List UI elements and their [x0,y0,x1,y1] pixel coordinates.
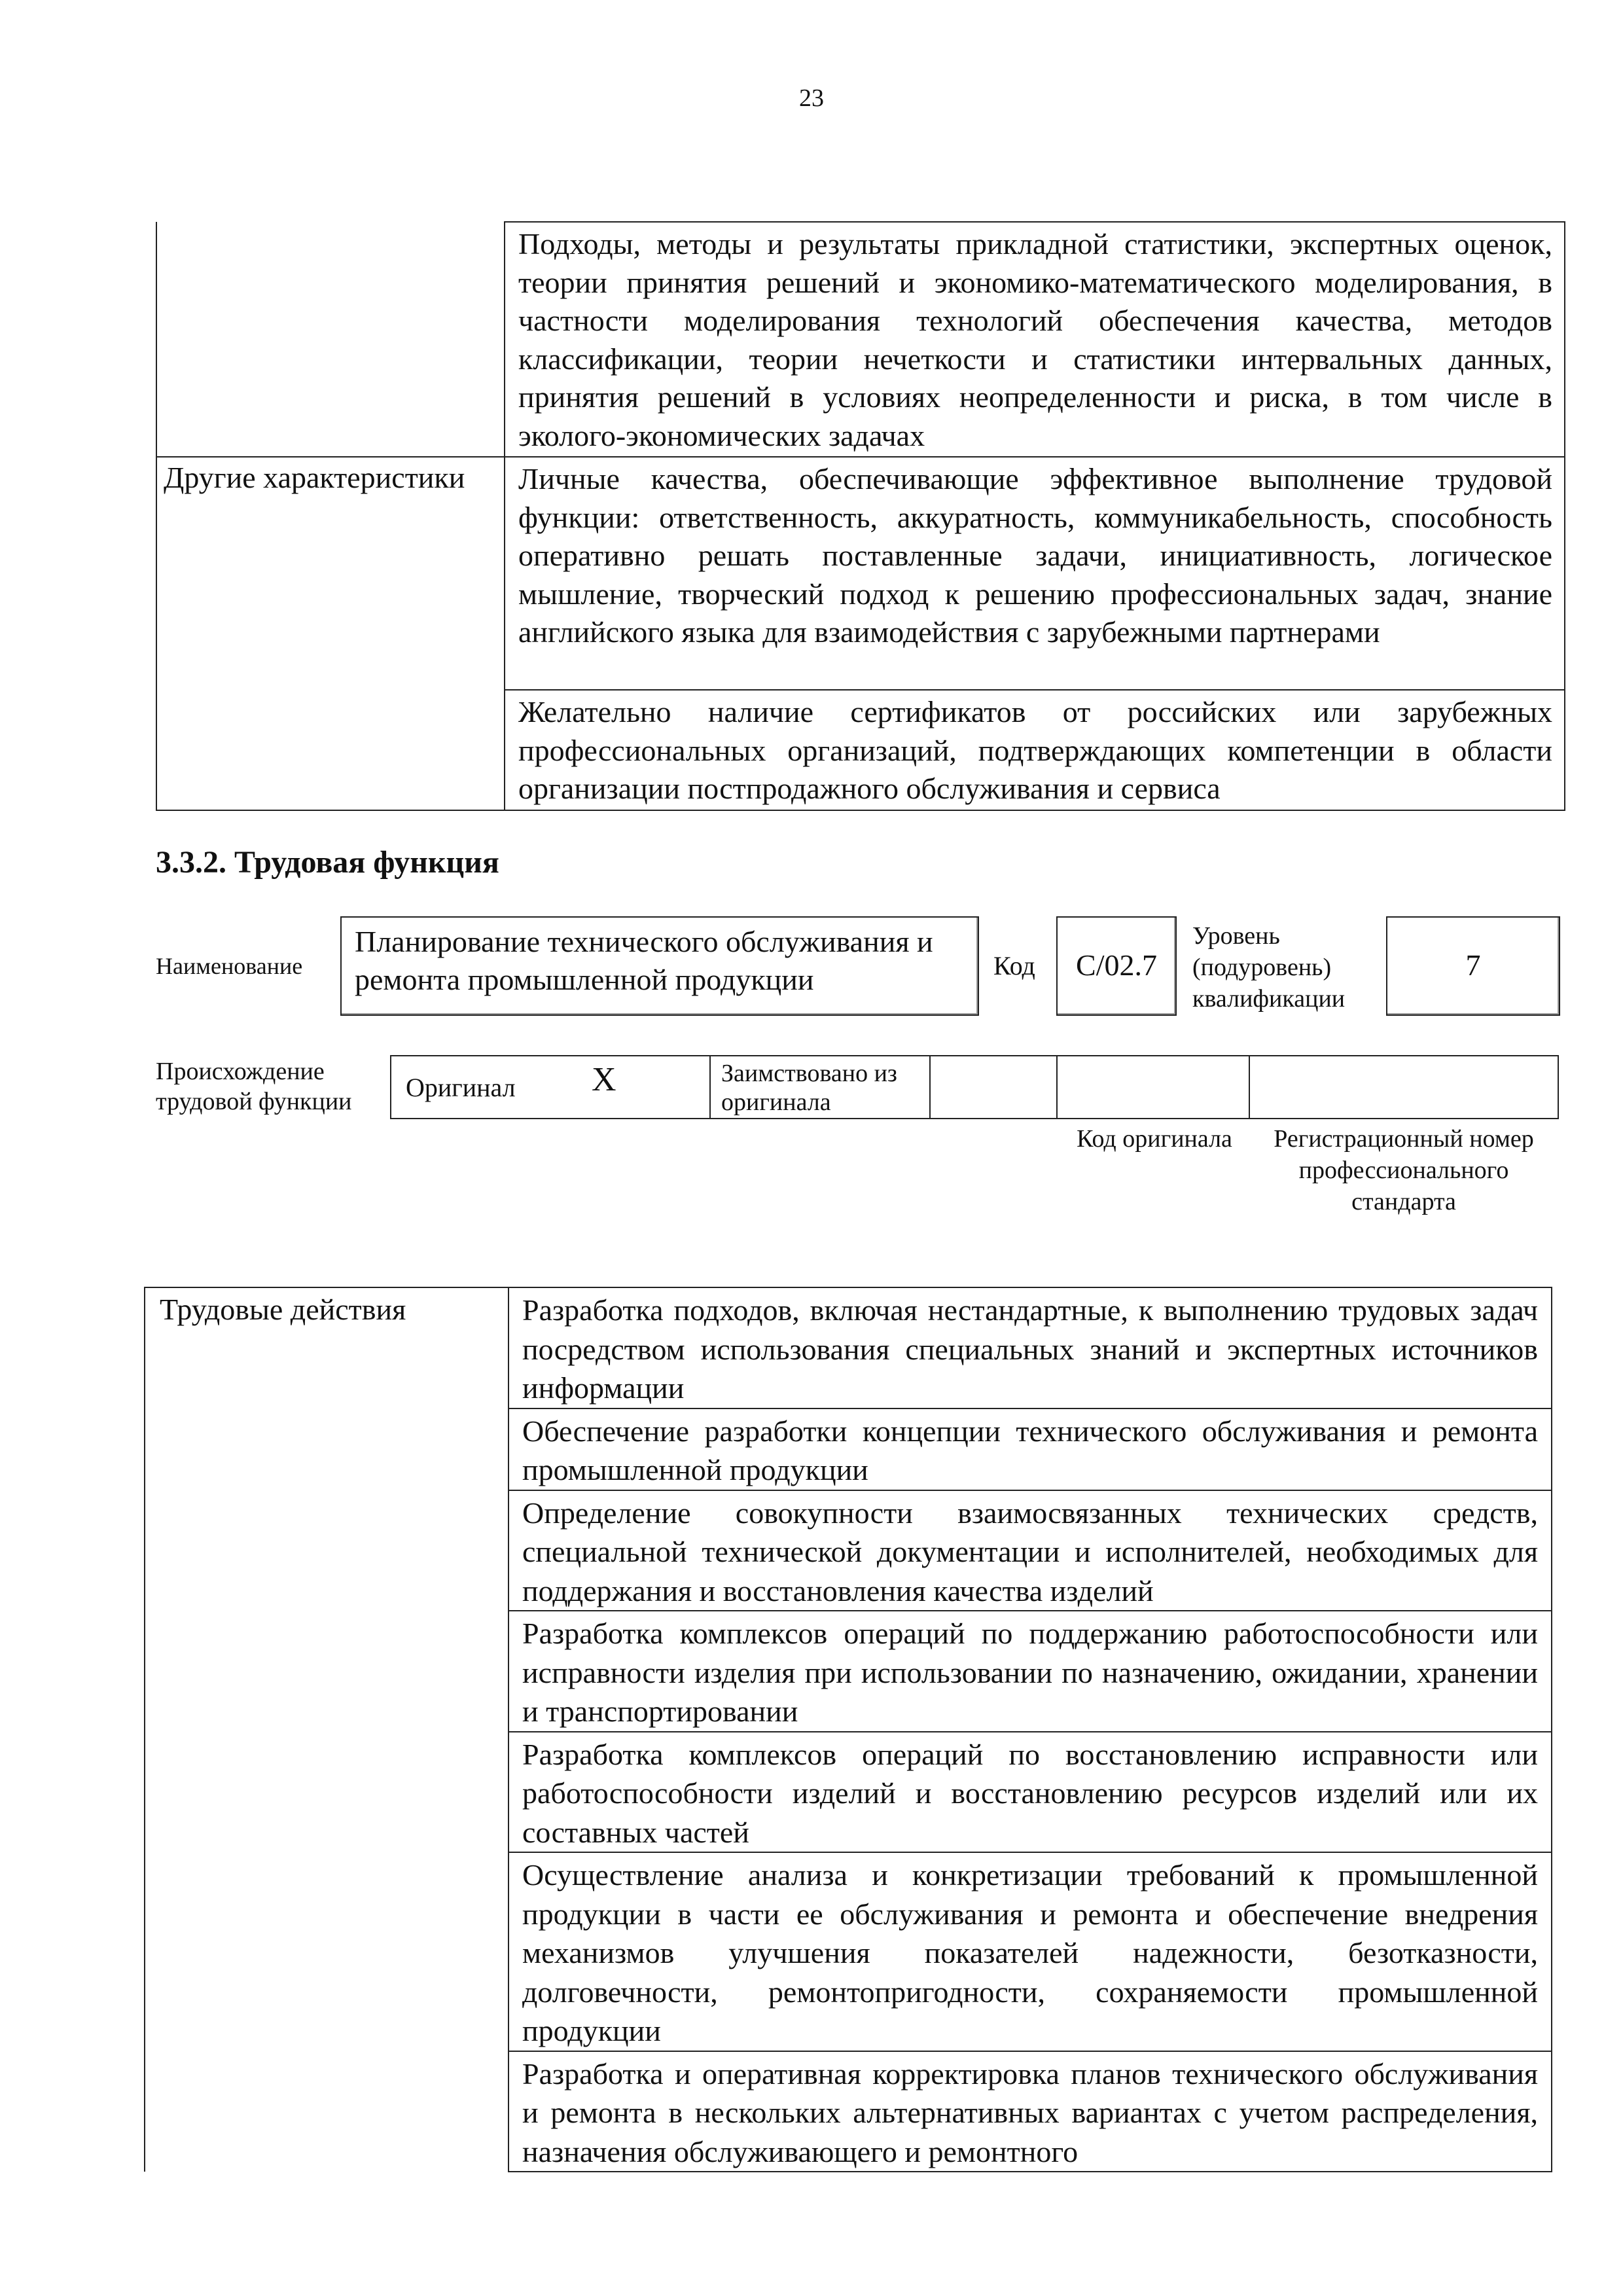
function-code: C/02.7 [1076,948,1157,982]
row-label-empty [156,222,505,457]
action-item: Разработка комплексов операций по восстановлению исправности или работоспособности изделий и восстановлению ресурсов изделий или их составных частей [508,1732,1552,1853]
name-box [340,916,979,1016]
other-characteristics-label: Другие характеристики [156,457,505,690]
borrowed-cell [709,1055,931,1119]
original-cell [390,1055,711,1119]
action-item: Осуществление анализа и конкретизации требований к промышленной продукции в части ее обслуживания и ремонта и обеспечение внедрения механизмов улучшения показателей надежности, безотказности, долговечности, ремонтопригодности, сохраняемости промышленной продукции [508,1852,1552,2051]
borrowed-mark-cell [929,1055,1058,1119]
table-row [156,457,1565,690]
action-item: Разработка подходов, включая нестандартные, к выполнению трудовых задач посредством использования специальных знаний и экспертных источников информации [508,1287,1552,1408]
reg-number-caption: Регистрационный номер профессионального стандарта [1274,1125,1534,1215]
name-label: Наименование [156,953,303,979]
labor-actions-label: Трудовые действия [145,1287,508,2172]
action-item: Обеспечение разработки концепции технического обслуживания и ремонта промышленной продукции [508,1408,1552,1490]
characteristics-table [156,221,1565,811]
qualification-level: 7 [1465,948,1481,982]
level-box [1386,916,1560,1016]
action-item: Определение совокупности взаимосвязанных технических средств, специальной технической документации и исполнителей, необходимых для поддержания и восстановления качества изделий [508,1490,1552,1611]
reg-number-cell [1249,1055,1559,1119]
origin-label: Происхождение трудовой функции [156,1058,352,1115]
table-row [156,222,1565,457]
original-code-cell [1056,1055,1250,1119]
origin-row [390,1055,1559,1119]
row-label-empty [156,690,505,810]
section-heading: 3.3.2. Трудовая функция [156,845,499,880]
page-number: 23 [799,84,824,112]
personal-qualities-text: Личные качества, обеспечивающие эффективное выполнение трудовой функции: ответственность, аккуратность, коммуникабельность, способность оперативно решать поставленные задачи, инициативность, логическое мышление, творческий подход к решению профессиональных задач, знание английского языка для взаимодействия с зарубежными партнерами [505,457,1565,690]
level-label: Уровень (подуровень) квалификации [1192,922,1346,1013]
knowledge-text: Подходы, методы и результаты прикладной статистики, экспертных оценок, теории принятия решений и экономико-математического моделирования, в частности моделирования технологий обеспечения качества, методов классификации, теории нечеткости и статистики интервальных данных, принятия решений в условиях неопределенности и риска, в том числе в эколого-экономических задачах [505,222,1565,457]
borrowed-label: Заимствовано из оригинала [721,1060,897,1116]
original-code-caption: Код оригинала [1077,1125,1232,1153]
function-name: Планирование технического обслуживания и ремонта промышленной продукции [355,925,933,996]
original-label: Оригинал [406,1073,516,1102]
certificates-text: Желательно наличие сертификатов от российских или зарубежных профессиональных организаций, подтверждающих компетенции в области организации постпродажного обслуживания и сервиса [505,690,1565,810]
labor-actions-table [144,1287,1552,2172]
action-item: Разработка комплексов операций по поддержанию работоспособности или исправности изделия при использовании по назначению, ожидании, хранении и транспортировании [508,1611,1552,1732]
code-label: Код [993,951,1035,980]
code-box [1056,916,1177,1016]
action-item: Разработка и оперативная корректировка планов технического обслуживания и ремонта в нескольких альтернативных вариантах с учетом распределения, назначения обслуживающего и ремонтного [508,2051,1552,2172]
table-row [156,690,1565,810]
original-mark: X [592,1061,616,1098]
table-row [145,1287,1552,1408]
